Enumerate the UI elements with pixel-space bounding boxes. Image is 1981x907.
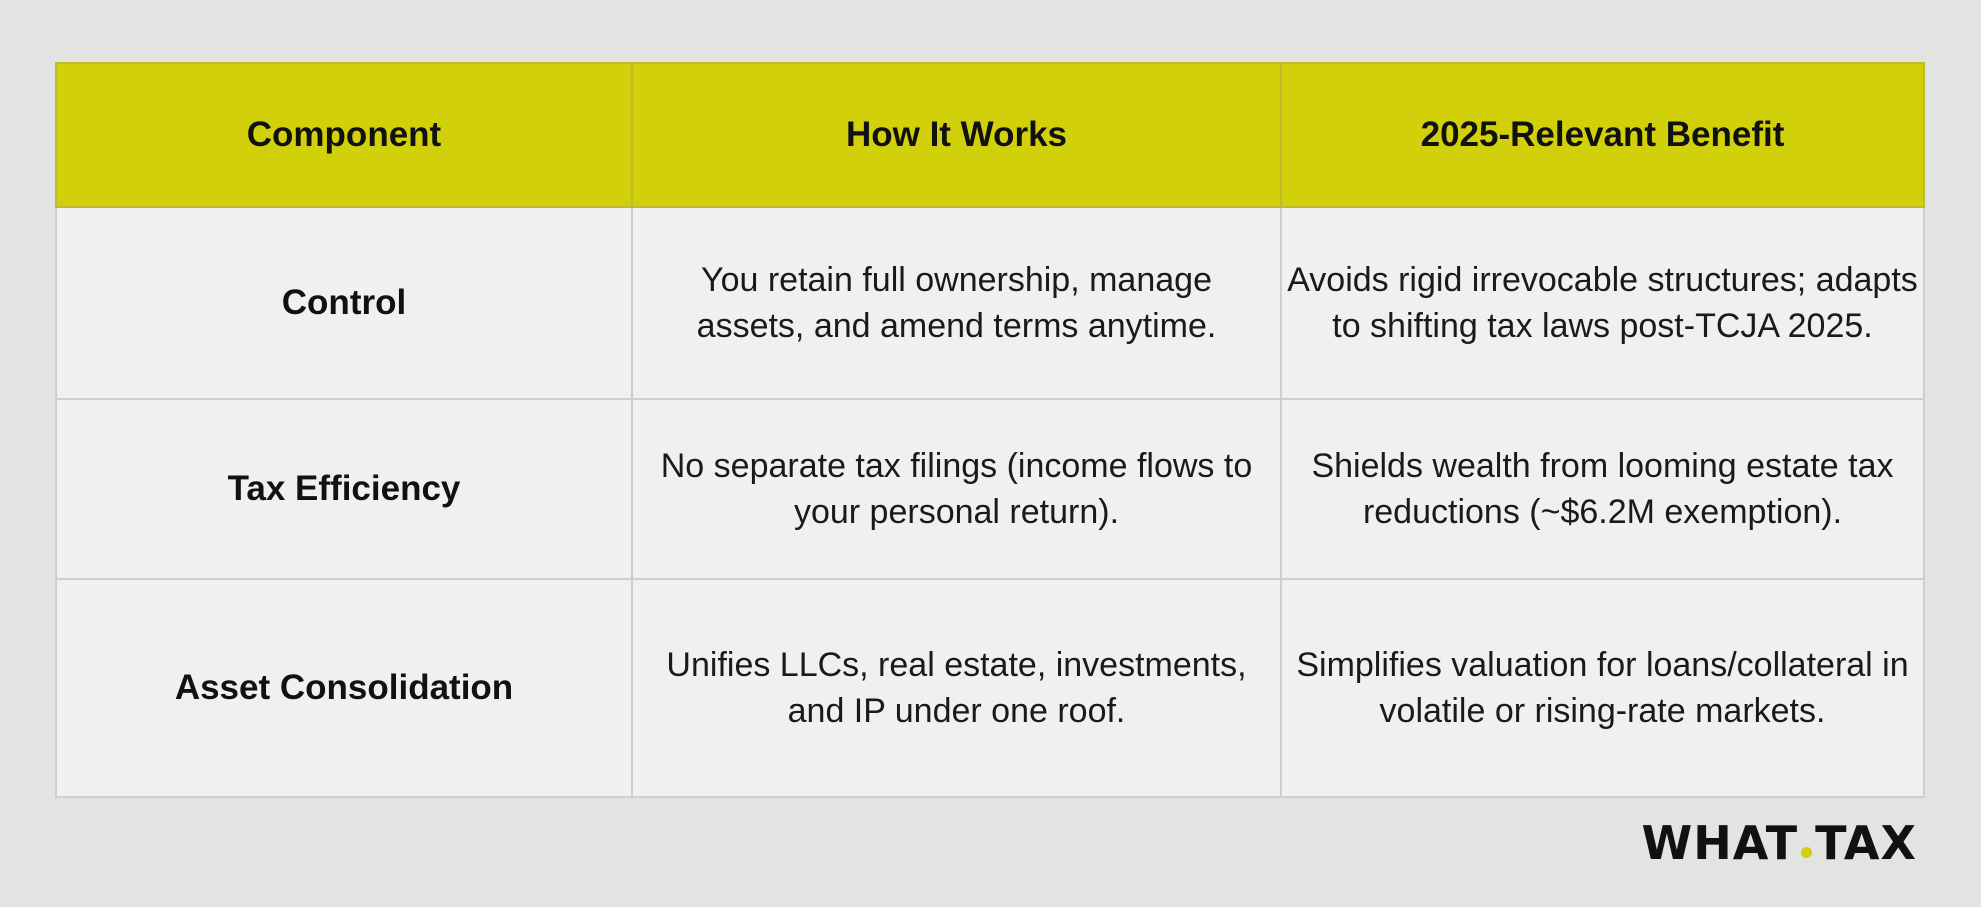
comparison-table bbox=[55, 62, 1925, 798]
whattax-logo bbox=[1641, 816, 1917, 870]
benefit-cell: Simplifies valuation for loans/collateral in volatile or rising-rate markets. bbox=[1281, 579, 1924, 797]
column-header-component: Component bbox=[56, 63, 632, 207]
component-cell: Asset Consolidation bbox=[56, 579, 632, 797]
table-header-row bbox=[56, 63, 1924, 207]
logo-dot-icon bbox=[1801, 847, 1812, 858]
logo-text-tax: TAX bbox=[1815, 816, 1917, 870]
how-it-works-cell: No separate tax filings (income flows to your personal return). bbox=[632, 399, 1281, 579]
comparison-table-container bbox=[55, 62, 1923, 798]
table-row bbox=[56, 207, 1924, 399]
component-cell: Control bbox=[56, 207, 632, 399]
how-it-works-cell: You retain full ownership, manage assets, and amend terms anytime. bbox=[632, 207, 1281, 399]
benefit-cell: Shields wealth from looming estate tax reductions (~$6.2M exemption). bbox=[1281, 399, 1924, 579]
benefit-cell: Avoids rigid irrevocable structures; adapts to shifting tax laws post-TCJA 2025. bbox=[1281, 207, 1924, 399]
how-it-works-cell: Unifies LLCs, real estate, investments, and IP under one roof. bbox=[632, 579, 1281, 797]
table-row bbox=[56, 579, 1924, 797]
table-row bbox=[56, 399, 1924, 579]
column-header-how-it-works: How It Works bbox=[632, 63, 1281, 207]
column-header-benefit: 2025-Relevant Benefit bbox=[1281, 63, 1924, 207]
component-cell: Tax Efficiency bbox=[56, 399, 632, 579]
logo-text-what: WHAT bbox=[1641, 816, 1799, 870]
